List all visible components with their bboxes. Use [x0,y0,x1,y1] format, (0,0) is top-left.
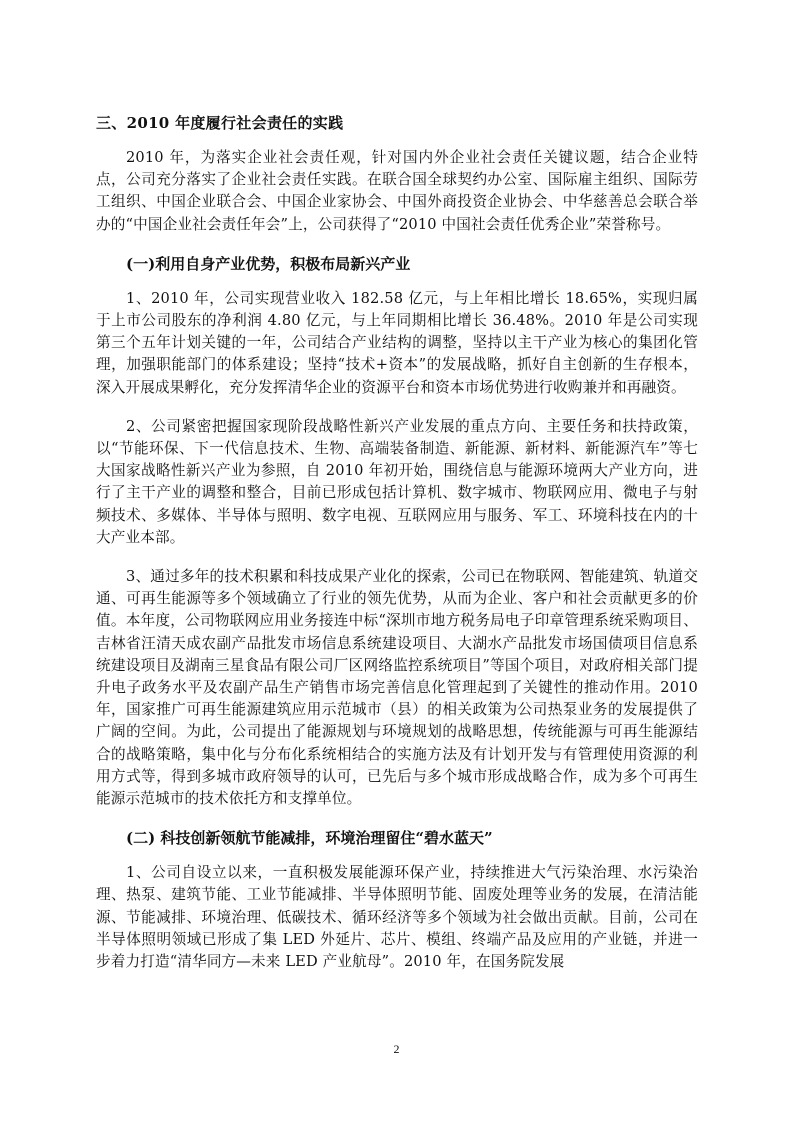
page-number: 2 [393,1042,400,1056]
paragraph-1-2: 2、公司紧密把握国家现阶段战略性新兴产业发展的重点方向、主要任务和扶持政策，以“节能环保、下一代信息技术、生物、高端装备制造、新能源、新材料、新能源汽车”等七大国家战略性新兴产业为参照，自 2010 年初开始，围绕信息与能源环境两大产业方向，进行了主干产业的调整和整合，目前已形成包括计算机、数字城市、物联网应用、微电子与射频技术、多媒体、半导体与照明、数字电视、互联网应用与服务、军工、环境科技在内的十大产业本部。 [96,417,698,546]
intro-paragraph: 2010 年，为落实企业社会责任观，针对国内外企业社会责任关键议题，结合企业特点，公司充分落实了企业社会责任实践。在联合国全球契约办公室、国际雇主组织、国际劳工组织、中国企业联合会、中国企业家协会、中国外商投资企业协会、中华慈善总会联合举办的“中国企业社会责任年会”上，公司获得了“2010 中国社会责任优秀企业”荣誉称号。 [96,149,698,233]
document-body [96,112,698,973]
section-title: 三、2010 年度履行社会责任的实践 [96,114,344,132]
paragraph-1-3: 3、通过多年的技术积累和科技成果产业化的探索，公司已在物联网、智能建筑、轨道交通、可再生能源等多个领域确立了行业的领先优势，从而为企业、客户和社会贡献更多的价值。本年度，公司物联网应用业务接连中标“深圳市地方税务局电子印章管理系统采购项目、吉林省汪清天成农副产品批发市场信息系统建设项目、大湖水产品批发市场国债项目信息系统建设项目及湖南三星食品有限公司厂区网络监控系统项目”等国个项目，对政府相关部门提升电子政务水平及农副产品生产销售市场完善信息化管理起到了关键性的推动作用。2010 年，国家推广可再生能源建筑应用示范城市（县）的相关政策为公司热泵业务的发展提供了广阔的空间。为此，公司提出了能源规划与环境规划的战略思想，传统能源与可再生能源结合的战略策略，集中化与分布化系统相结合的实施方法及有计划开发与有管理使用资源的利用方式等，得到多城市政府领导的认可，已先后与多个城市形成战略合作，成为多个可再生能源示范城市的技术依托方和支撑单位。 [96,568,698,808]
paragraph-2-1: 1、公司自设立以来，一直积极发展能源环保产业，持续推进大气污染治理、水污染治理、热泵、建筑节能、工业节能减排、半导体照明节能、固废处理等业务的发展，在清洁能源、节能减排、环境治理、低碳技术、循环经济等多个领域为社会做出贡献。目前，公司在半导体照明领域已形成了集 LED 外延片、芯片、模组、终端产品及应用的产业链，并进一步着力打造“清华同方—未来 LED 产业航母”。2010 年，在国务院发展 [96,864,698,971]
subsection-title-1: (一)利用自身产业优势，积极布局新兴产业 [126,254,411,273]
subsection-title-2: (二) 科技创新领航节能减排，环境治理留住“碧水蓝天” [126,829,493,848]
paragraph-1-1: 1、2010 年，公司实现营业收入 182.58 亿元，与上年相比增长 18.65%，实现归属于上市公司股东的净利润 4.80 亿元，与上年同期相比增长 36.48%。2010 年是公司实现第三个五年计划关键的一年，公司结合产业结构的调整，坚持以主干产业为核心的集团化管理，加强职能部门的体系建设；坚持“技术+资本”的发展战略，抓好自主创新的生存根本，深入开展成果孵化，充分发挥清华企业的资源平台和资本市场优势进行收购兼并和再融资。 [96,289,698,396]
